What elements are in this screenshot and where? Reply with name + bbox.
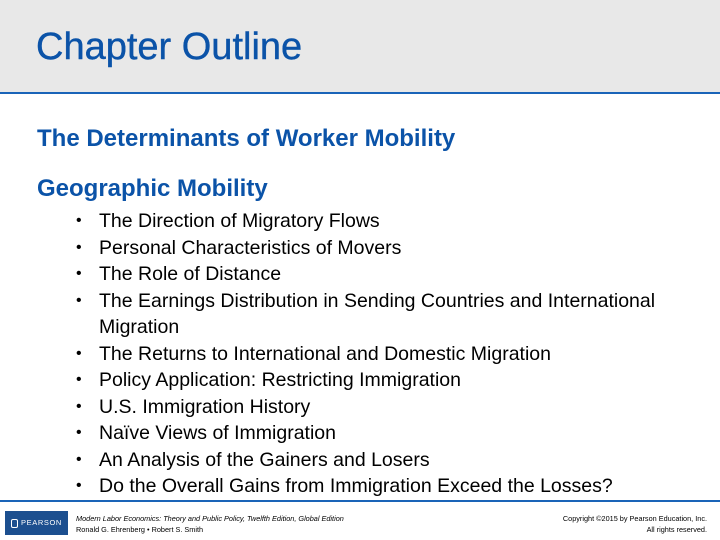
bullet-text: Personal Characteristics of Movers [99, 236, 402, 259]
footer-divider [0, 500, 720, 502]
bullet-item-immigration-history [76, 394, 696, 421]
bullet-text: The Role of Distance [99, 263, 282, 285]
bullet-item-role-of-distance [76, 261, 696, 288]
bullet-item-naive-views [76, 420, 696, 447]
footer-book-title: Modern Labor Economics: Theory and Public Policy, Twelfth Edition, Global Edition [76, 514, 344, 523]
pearson-logo [5, 511, 68, 535]
bullet-text: U.S. Immigration History [99, 395, 311, 418]
section-heading-geographic-mobility: Geographic Mobility [37, 175, 268, 202]
bullet-item-migratory-flows [76, 208, 696, 235]
bullet-text: The Returns to International and Domestic Migration [99, 342, 551, 365]
title-divider [0, 92, 720, 94]
bullet-icon: • [76, 450, 82, 468]
bullet-icon: • [76, 424, 82, 441]
bullet-item-characteristics-of-movers [76, 235, 696, 262]
bullet-text: The Direction of Migratory Flows [99, 210, 380, 232]
section-heading-worker-mobility: The Determinants of Worker Mobility [37, 125, 456, 152]
bullet-item-gainers-and-losers [76, 447, 696, 474]
bullet-icon: • [76, 477, 82, 494]
bullet-icon: • [76, 291, 82, 309]
outline-bullet-list [76, 208, 696, 500]
bullet-text: The Earnings Distribution in Sending Countries and International Migration [99, 289, 656, 338]
pearson-p-icon [11, 519, 18, 528]
slide-title: Chapter Outline [36, 26, 303, 68]
footer-copyright [563, 513, 707, 535]
footer-authors: Ronald G. Ehrenberg • Robert S. Smith [76, 525, 204, 534]
pearson-logo-text: PEARSON [21, 518, 62, 528]
bullet-item-overall-gains [76, 473, 696, 500]
bullet-icon: • [76, 212, 82, 229]
copyright-line-2: All rights reserved. [646, 525, 707, 534]
copyright-line-1: Copyright ©2015 by Pearson Education, Inc. [562, 514, 707, 523]
bullet-text: Do the Overall Gains from Immigration Exceed the Losses? [99, 475, 613, 497]
bullet-icon: • [76, 265, 82, 282]
bullet-item-policy-application [76, 367, 696, 394]
bullet-text: An Analysis of the Gainers and Losers [99, 448, 430, 471]
footer-book-info [76, 513, 344, 535]
bullet-icon: • [76, 371, 82, 388]
bullet-text: Policy Application: Restricting Immigration [99, 369, 461, 391]
bullet-icon: • [76, 238, 82, 256]
bullet-text: Naïve Views of Immigration [99, 422, 336, 444]
bullet-icon: • [76, 397, 82, 415]
bullet-icon: • [76, 344, 82, 362]
bullet-item-returns-to-migration [76, 341, 696, 368]
bullet-item-earnings-distribution [76, 288, 696, 341]
